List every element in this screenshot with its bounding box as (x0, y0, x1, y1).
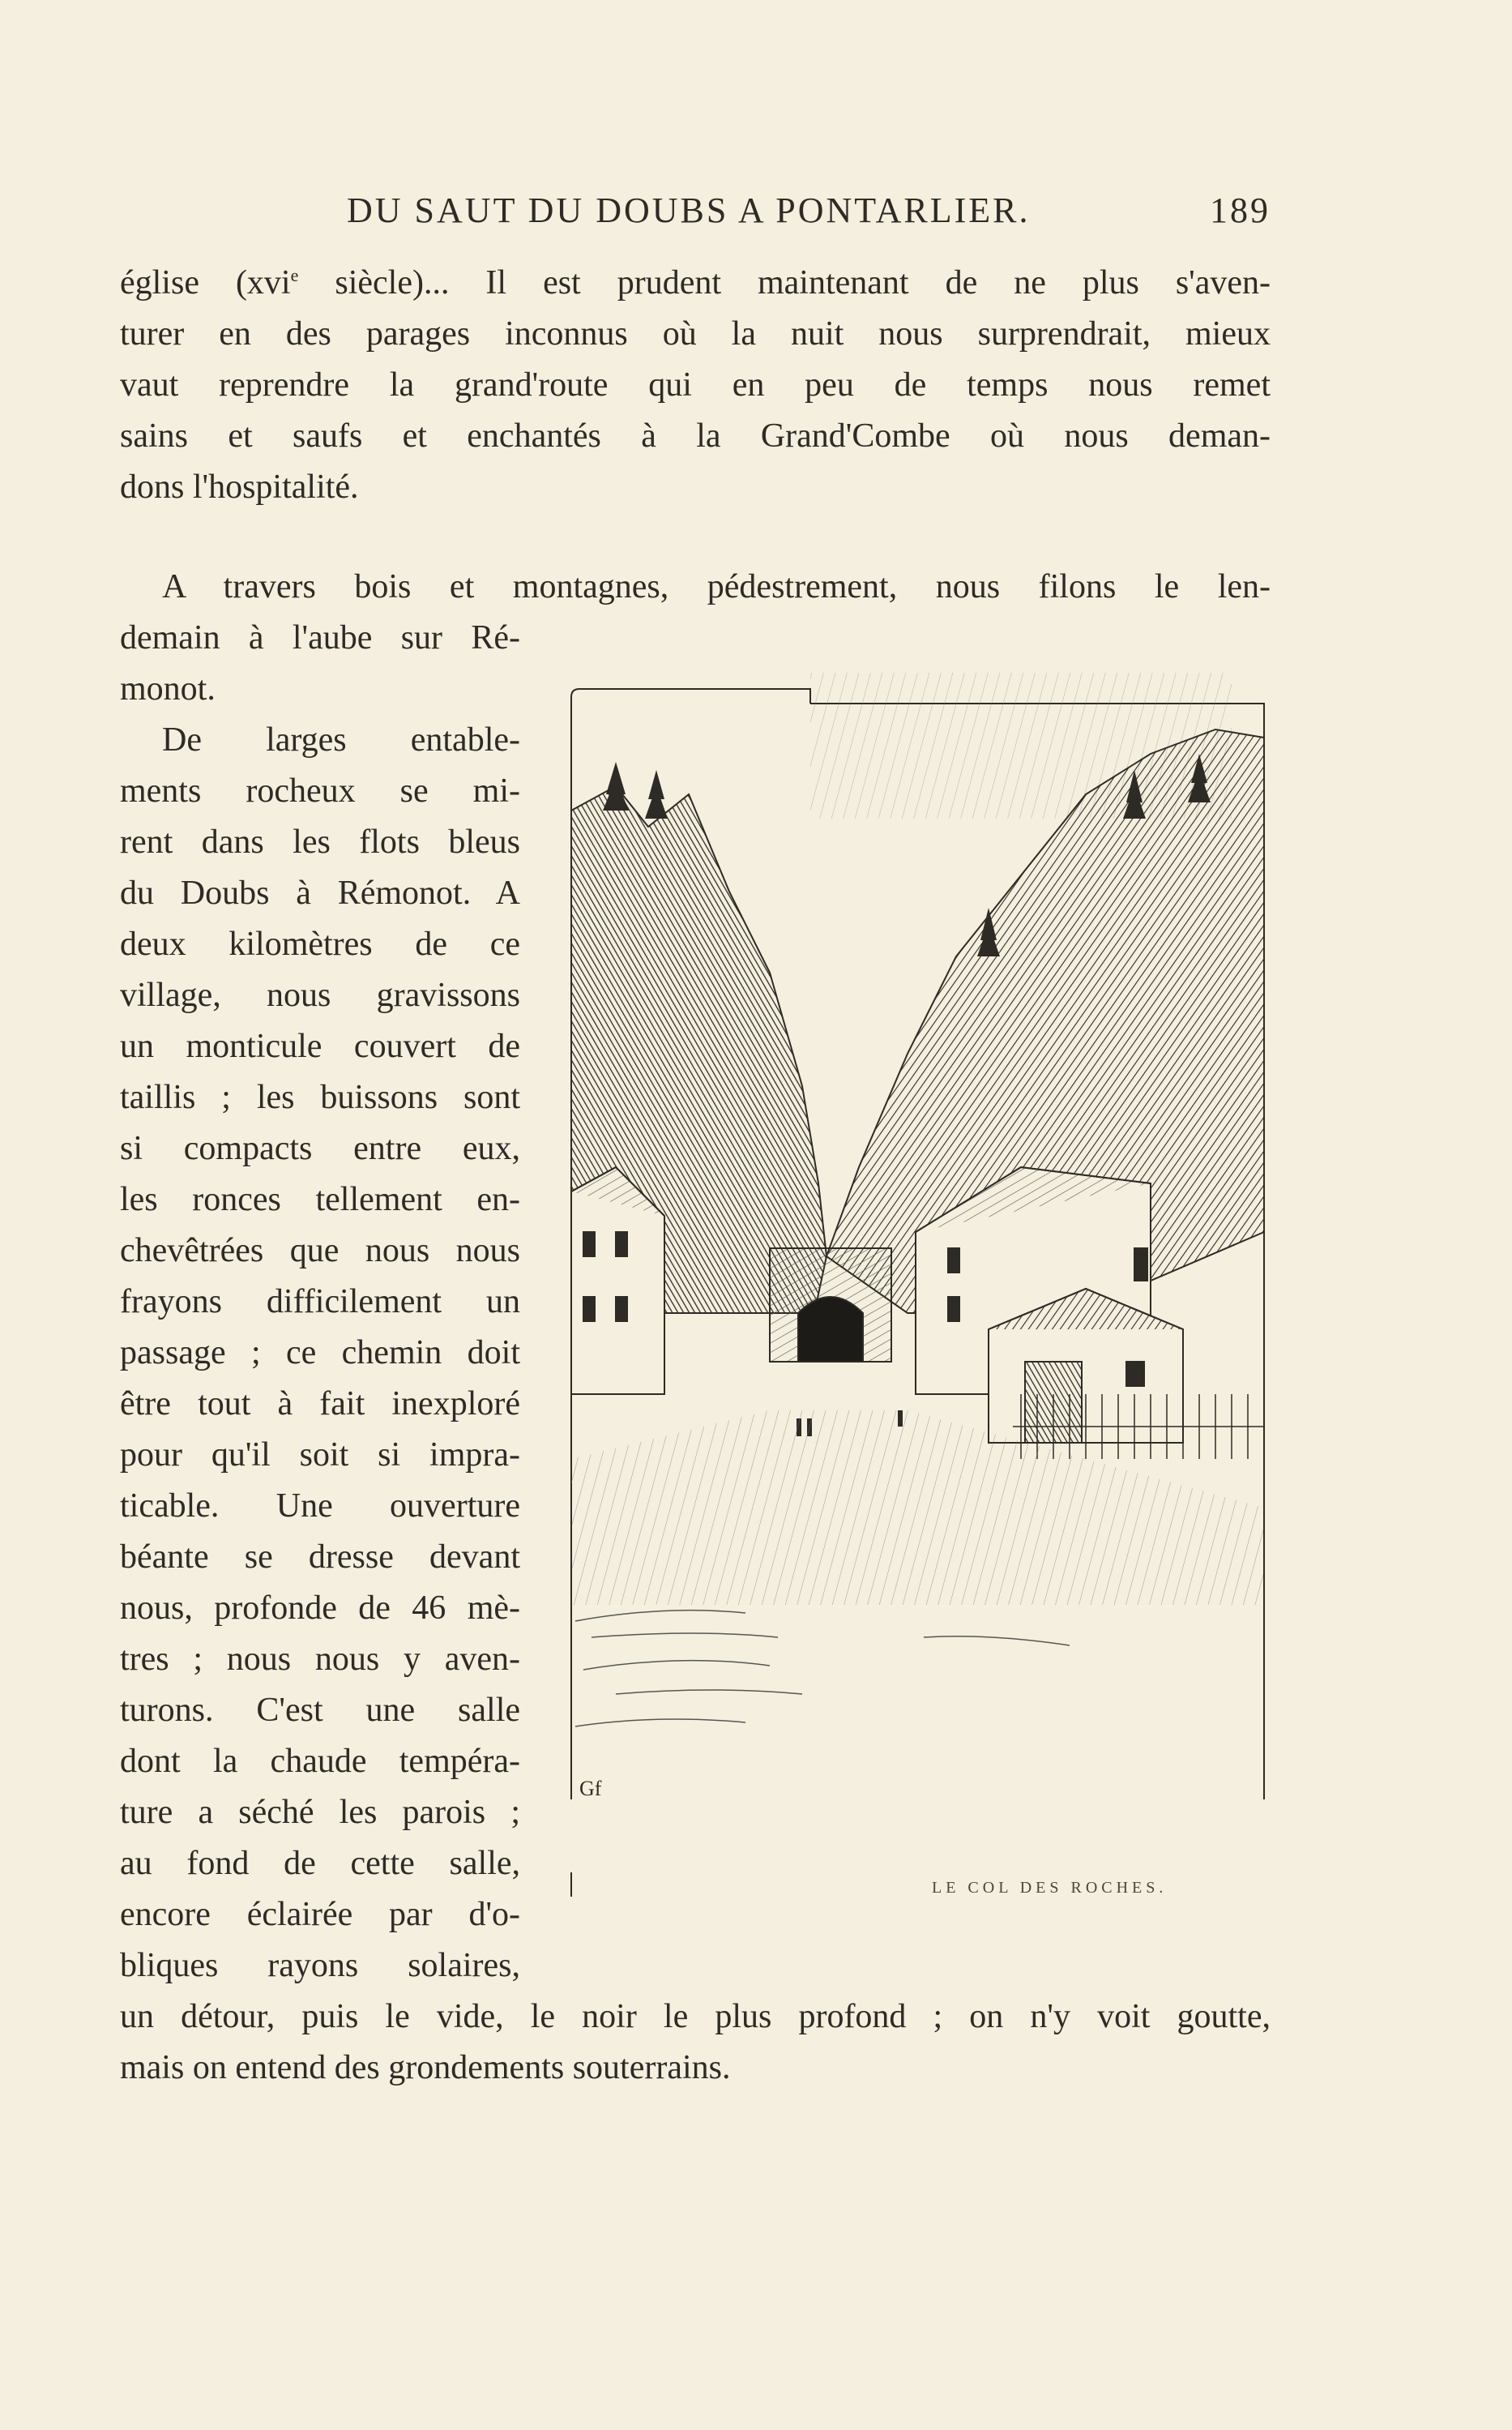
text-line: turer en des parages inconnus où la nuit nous surprendrait, mieux (120, 315, 1271, 353)
running-header (120, 190, 1271, 238)
frame-top-left (571, 689, 810, 762)
text-line: turons. C'est une salle (120, 1692, 520, 1729)
text-line: mais on entend des grondements souterrains. (120, 2049, 731, 2086)
text-line: un monticule couvert de (120, 1028, 520, 1065)
text-line: encore éclairée par d'o- (120, 1896, 520, 1933)
text-line: dont la chaude tempéra- (120, 1743, 520, 1780)
text-line: au fond de cette salle, (120, 1845, 520, 1882)
illustration-caption: LE COL DES ROCHES. (932, 1879, 1168, 1897)
text-line: tres ; nous nous y aven- (120, 1641, 520, 1678)
text-line: frayons difficilement un (120, 1283, 520, 1320)
text-line: ture a séché les parois ; (120, 1794, 520, 1831)
text-line: ticable. Une ouverture (120, 1487, 520, 1525)
running-title: DU SAUT DU DOUBS A PONTARLIER. (347, 190, 1031, 230)
text-line: église (xvi$^e$ siècle)... Il est prudent maintenant de ne plus s'aven- (120, 264, 1271, 302)
text-line: bliques rayons solaires, (120, 1947, 520, 1984)
left-houses (571, 1167, 664, 1394)
text-line: nous, profonde de 46 mè- (120, 1589, 520, 1627)
tunnel (770, 1248, 891, 1362)
text-line: chevêtrées que nous nous (120, 1232, 520, 1269)
text-line: pour qu'il soit si impra- (120, 1436, 520, 1474)
text-line: un détour, puis le vide, le noir le plus profond ; on n'y voit goutte, (120, 1998, 1271, 2035)
engraving-illustration (567, 665, 1269, 1945)
text-line: ments rocheux se mi- (120, 772, 520, 810)
text-line: être tout à fait inexploré (120, 1385, 520, 1422)
text-line: dons l'hospitalité. (120, 468, 359, 506)
page-number: 189 (1210, 190, 1271, 230)
text-line: monot. (120, 670, 216, 708)
artist-signature: Gf (579, 1777, 602, 1800)
text-line: les ronces tellement en- (120, 1181, 520, 1218)
road-strokes (575, 1611, 1070, 1726)
text-line: De larges entable- (162, 721, 520, 759)
text-line: demain à l'aube sur Ré- (120, 619, 520, 657)
text-line: village, nous gravissons (120, 977, 520, 1014)
text-line: deux kilomètres de ce (120, 926, 520, 963)
text-line: A travers bois et montagnes, pédestrement, nous filons le len- (162, 568, 1271, 605)
text-line: du Doubs à Rémonot. A (120, 875, 520, 912)
text-line: taillis ; les buissons sont (120, 1079, 520, 1116)
text-line: sains et saufs et enchantés à la Grand'Combe où nous deman- (120, 417, 1271, 455)
text-line: vaut reprendre la grand'route qui en peu de temps nous remet (120, 366, 1271, 404)
text-line: passage ; ce chemin doit (120, 1334, 520, 1371)
text-line: rent dans les flots bleus (120, 824, 520, 861)
text-line: si compacts entre eux, (120, 1130, 520, 1167)
text-line: béante se dresse devant (120, 1538, 520, 1576)
